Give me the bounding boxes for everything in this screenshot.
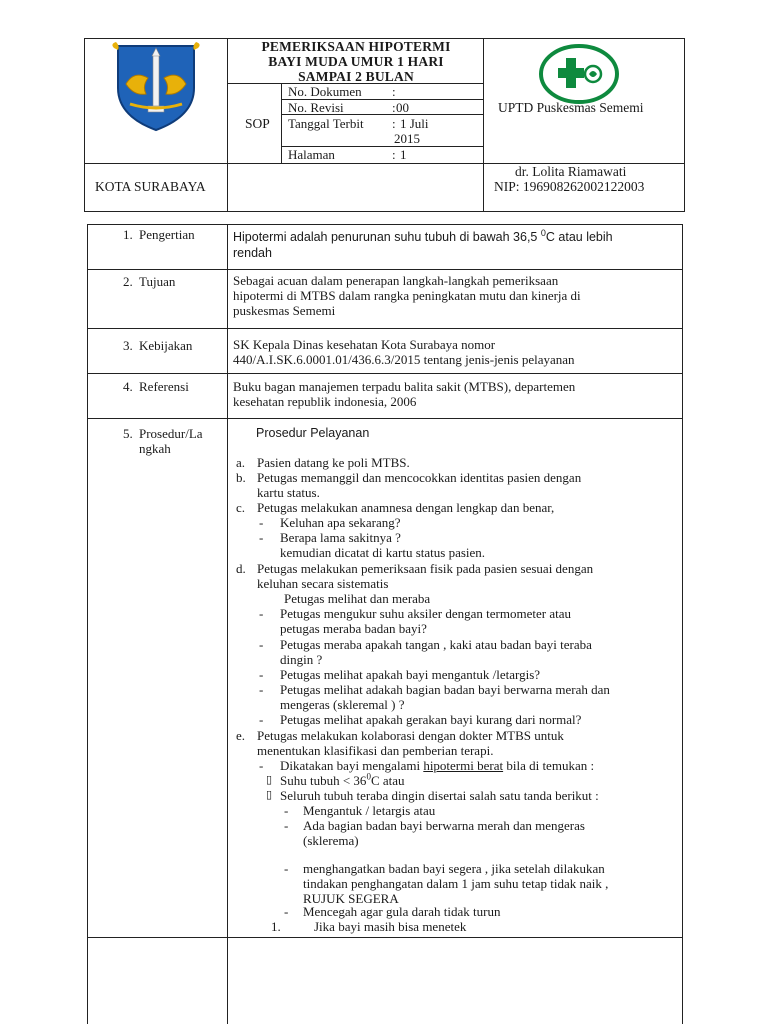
section-label-kebijakan: Kebijakan: [139, 338, 193, 353]
numbered-item: Jika bayi masih bisa menetek: [314, 919, 467, 934]
hipotermi-berat-criteria: Dikatakan bayi mengalami hipotermi berat bila di temukan :: [280, 758, 595, 773]
document-title: PEMERIKSAAN HIPOTERMI BAYI MUDA UMUR 1 HARI SAMPAI 2 BULAN: [261, 39, 451, 84]
bullet-item-cont: petugas meraba badan bayi?: [280, 621, 427, 636]
list-item: Petugas melakukan anamnesa dengan lengkap dan benar,: [257, 500, 555, 515]
list-marker: b.: [236, 470, 246, 485]
meta-value-no-revisi: 00: [396, 100, 409, 115]
action-item: Mencegah agar gula darah tidak turun: [303, 904, 501, 919]
list-item-cont: menentukan klasifikasi dan pemberian terapi.: [257, 743, 494, 758]
list-marker: c.: [236, 500, 246, 515]
section-label-prosedur: Prosedur/La: [139, 426, 203, 441]
bullet-item-cont: mengeras (skleremal ) ?: [280, 697, 405, 712]
referensi-text: Buku bagan manajemen terpadu balita sakit (MTBS), departemen kesehatan republik indonesia, 2006: [233, 379, 576, 409]
meta-label-halaman: Halaman: [288, 147, 335, 162]
action-item-cont: RUJUK SEGERA: [303, 891, 399, 906]
section-label-prosedur-cont: ngkah: [139, 441, 171, 456]
list-item: Pasien datang ke poli MTBS.: [257, 455, 410, 470]
criteria-item: Seluruh tubuh teraba dingin disertai salah satu tanda berikut :: [280, 788, 599, 803]
meta-value-tanggal-terbit: 1 Juli: [400, 116, 429, 131]
tujuan-text: Sebagai acuan dalam penerapan langkah-langkah pemeriksaan hipotermi di MTBS dalam rangka peningkatan mutu dan kinerja di puskesmas Sememi: [233, 273, 581, 318]
bullet-item: Keluhan apa sekarang?: [280, 515, 401, 530]
dash: -: [284, 818, 289, 833]
meta-value-halaman: 1: [400, 147, 407, 162]
dash: -: [259, 712, 264, 727]
dash: -: [259, 530, 264, 545]
action-item-cont: tindakan penghangatan dalam 1 jam suhu tetap tidak naik ,: [303, 876, 609, 891]
meta-sep: :: [392, 147, 396, 162]
meta-value-tanggal-terbit-year: 2015: [394, 131, 420, 146]
puskesmas-logo-icon: [538, 44, 620, 104]
sign-item: Mengantuk / letargis atau: [303, 803, 436, 818]
city-name: KOTA SURABAYA: [95, 179, 206, 194]
meta-sep: :: [392, 84, 396, 99]
list-item: Petugas melakukan pemeriksaan fisik pada pasien sesuai dengan: [257, 561, 594, 576]
list-item-cont: kemudian dicatat di kartu status pasien.: [280, 545, 486, 560]
dash: -: [259, 515, 264, 530]
signer-name: dr. Lolita Riamawati: [515, 164, 627, 179]
dash: -: [259, 606, 264, 621]
section-label-pengertian: Pengertian: [139, 227, 195, 242]
list-item: Petugas melakukan kolaborasi dengan dokter MTBS untuk: [257, 728, 564, 743]
city-logo-emblem: [110, 42, 202, 132]
organization-name: UPTD Puskesmas Sememi: [498, 100, 644, 115]
list-item: Petugas memanggil dan mencocokkan identitas pasien dengan: [257, 470, 582, 485]
section-number: 3.: [123, 338, 133, 353]
sign-item-cont: (sklerema): [303, 833, 359, 848]
section-label-referensi: Referensi: [139, 379, 189, 394]
dash: -: [259, 682, 264, 697]
dash: -: [259, 637, 264, 652]
dash: -: [284, 861, 289, 876]
list-marker: e.: [236, 728, 246, 743]
meta-label-no-dokumen: No. Dokumen: [288, 84, 362, 99]
criteria-item: Suhu tubuh < $36^0C$ atau: [280, 771, 405, 788]
sign-item: Ada bagian badan bayi berwarna merah dan mengeras: [303, 818, 585, 833]
bullet-item: Petugas melihat apakah bayi mengantuk /letargis?: [280, 667, 541, 682]
pengertian-text: Hipotermi adalah penurunan suhu tubuh di bawah 36,5 $^0$C atau lebih rendah: [233, 227, 613, 260]
dash: -: [284, 803, 289, 818]
list-item-cont: Petugas melihat dan meraba: [284, 591, 431, 606]
meta-sep: :: [392, 100, 396, 115]
dash: -: [259, 758, 264, 773]
bullet-item: Petugas meraba apakah tangan , kaki atau badan bayi teraba: [280, 637, 592, 652]
prosedur-heading: Prosedur Pelayanan: [256, 426, 370, 440]
list-item-cont: kartu status.: [257, 485, 320, 500]
meta-sep: :: [392, 116, 396, 131]
section-label-tujuan: Tujuan: [139, 274, 176, 289]
section-number: 4.: [123, 379, 133, 394]
dash: -: [284, 904, 289, 919]
signer-nip: NIP: 196908262002122003: [494, 179, 645, 194]
sop-label: SOP: [245, 116, 270, 131]
dash: -: [259, 667, 264, 682]
bullet-item: Petugas melihat adakah bagian badan bayi berwarna merah dan: [280, 682, 610, 697]
kebijakan-text: SK Kepala Dinas kesehatan Kota Surabaya nomor 440/A.I.SK.6.0001.01/436.6.3/2015 tentang jenis-jenis pelayanan: [233, 337, 575, 367]
bullet-item: Berapa lama sakitnya ?: [280, 530, 401, 545]
numbered-marker: 1.: [271, 919, 281, 934]
list-item-cont: keluhan secara sistematis: [257, 576, 389, 591]
checkbox-icon: ▯: [266, 789, 273, 801]
meta-label-no-revisi: No. Revisi: [288, 100, 344, 115]
bullet-item-cont: dingin ?: [280, 652, 323, 667]
action-item: menghangatkan badan bayi segera , jika setelah dilakukan: [303, 861, 605, 876]
bullet-item: Petugas melihat apakah gerakan bayi kurang dari normal?: [280, 712, 582, 727]
meta-label-tanggal-terbit: Tanggal Terbit: [288, 116, 364, 131]
section-number: 1.: [123, 227, 133, 242]
list-marker: d.: [236, 561, 246, 576]
list-marker: a.: [236, 455, 246, 470]
bullet-item: Petugas mengukur suhu aksiler dengan termometer atau: [280, 606, 571, 621]
section-number: 2.: [123, 274, 133, 289]
section-number: 5.: [123, 426, 133, 441]
checkbox-icon: ▯: [266, 774, 273, 786]
